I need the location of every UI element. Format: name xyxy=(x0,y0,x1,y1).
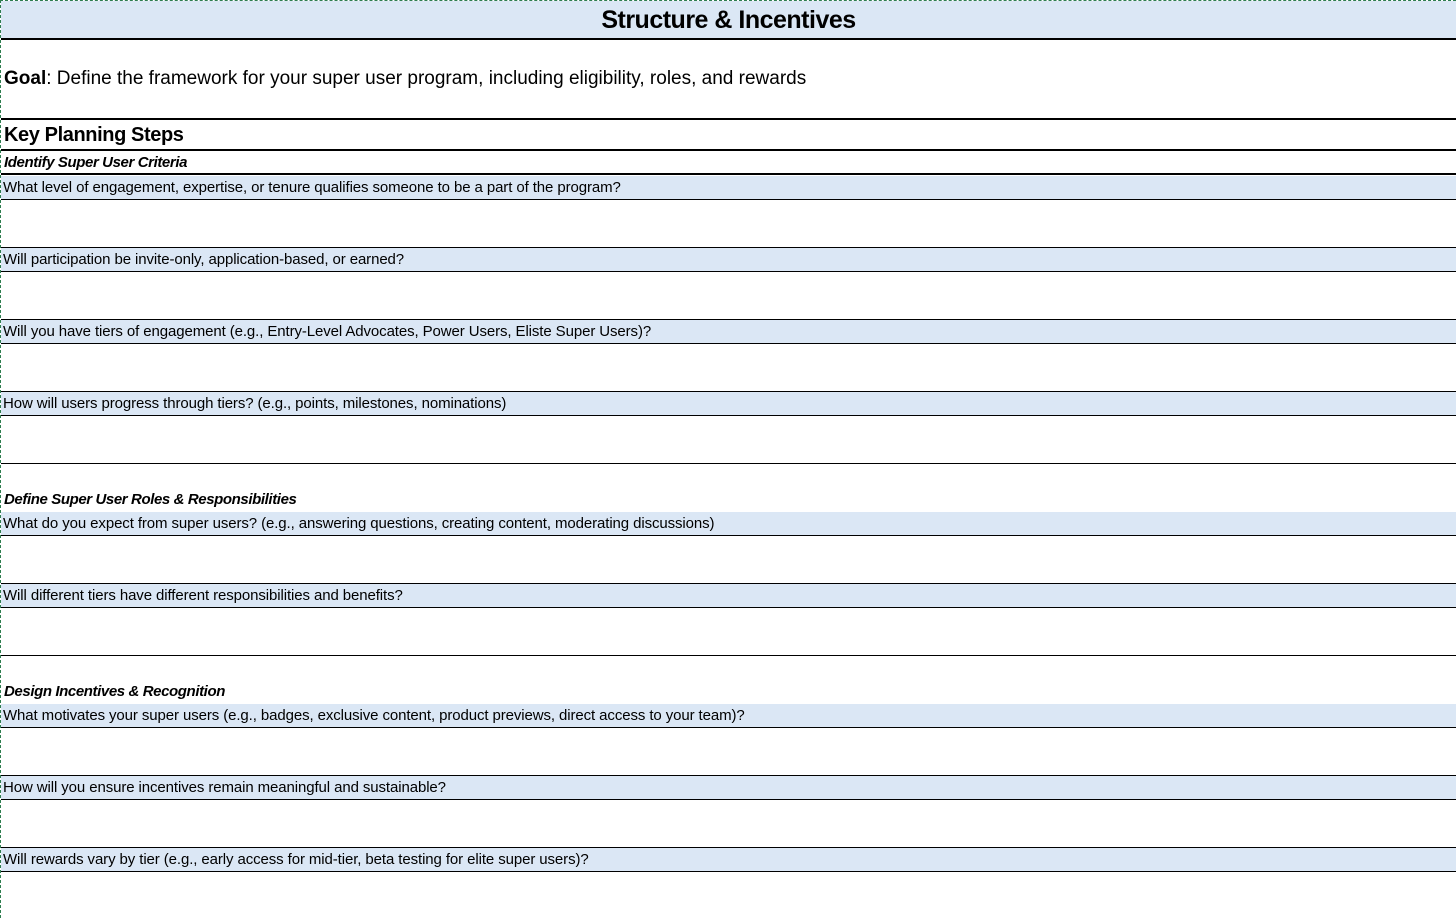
goal-label: Goal xyxy=(4,68,47,89)
goal-row[interactable] xyxy=(1,40,1456,120)
question-cell[interactable]: Will you have tiers of engagement (e.g., Entry-Level Advocates, Power Users, Eliste Super Users)? xyxy=(1,320,1456,344)
question-cell[interactable]: What motivates your super users (e.g., badges, exclusive content, product previews, direct access to your team)? xyxy=(1,704,1456,728)
answer-cell[interactable] xyxy=(1,200,1456,248)
page-title[interactable]: Structure & Incentives xyxy=(1,1,1456,40)
answer-cell[interactable] xyxy=(1,800,1456,848)
section-heading-criteria[interactable]: Identify Super User Criteria xyxy=(1,151,1456,175)
question-cell[interactable]: Will rewards vary by tier (e.g., early access for mid-tier, beta testing for elite super users)? xyxy=(1,848,1456,872)
section-heading-incentives[interactable]: Design Incentives & Recognition xyxy=(4,683,225,700)
question-cell[interactable]: How will users progress through tiers? (e.g., points, milestones, nominations) xyxy=(1,392,1456,416)
section-heading-roles[interactable]: Define Super User Roles & Responsibilities xyxy=(4,491,297,508)
goal-text: : Define the framework for your super user program, including eligibility, roles, and rewards xyxy=(46,68,807,89)
answer-cell[interactable] xyxy=(1,608,1456,656)
answer-cell[interactable] xyxy=(1,536,1456,584)
question-cell[interactable]: What do you expect from super users? (e.g., answering questions, creating content, moderating discussions) xyxy=(1,512,1456,536)
answer-cell[interactable] xyxy=(1,344,1456,392)
question-cell[interactable]: What level of engagement, expertise, or tenure qualifies someone to be a part of the program? xyxy=(1,176,1456,200)
key-planning-steps-heading[interactable]: Key Planning Steps xyxy=(1,120,1456,151)
answer-cell[interactable] xyxy=(1,272,1456,320)
answer-cell[interactable] xyxy=(1,728,1456,776)
answer-cell[interactable] xyxy=(1,872,1456,920)
answer-cell[interactable] xyxy=(1,416,1456,464)
question-cell[interactable]: Will different tiers have different responsibilities and benefits? xyxy=(1,584,1456,608)
question-cell[interactable]: Will participation be invite-only, application-based, or earned? xyxy=(1,248,1456,272)
question-cell[interactable]: How will you ensure incentives remain meaningful and sustainable? xyxy=(1,776,1456,800)
